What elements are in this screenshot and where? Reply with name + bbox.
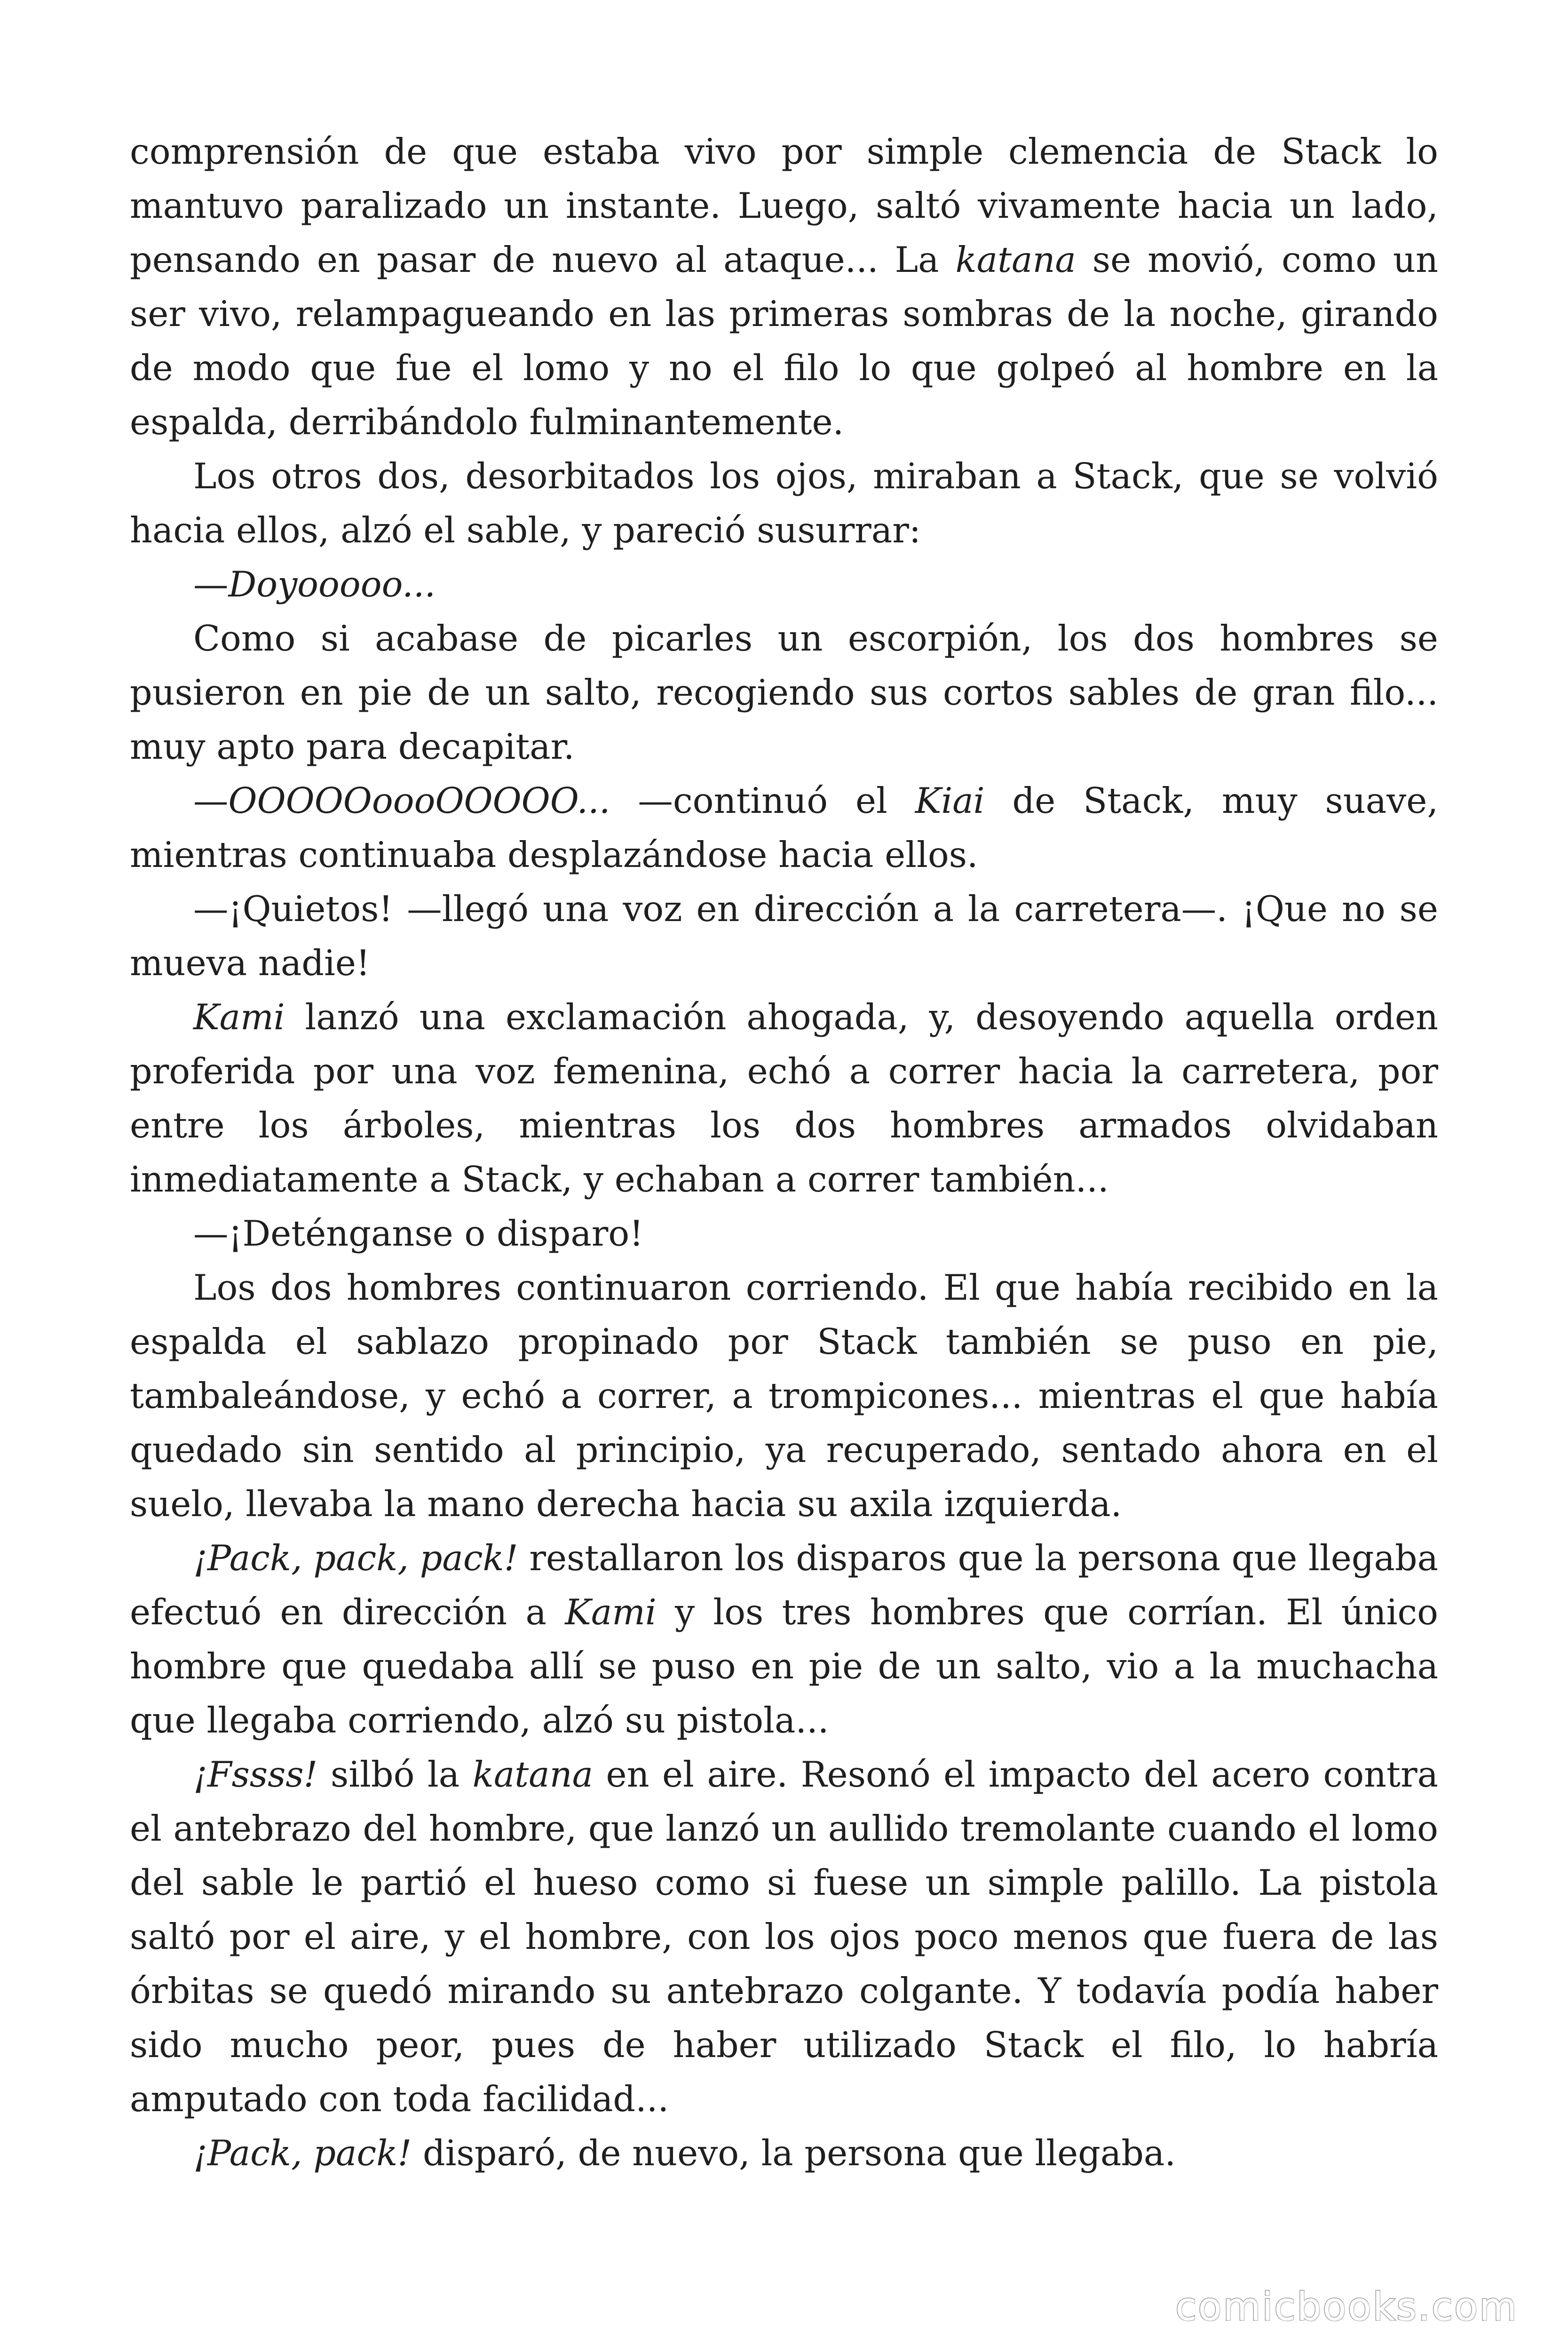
text-run: se movió, como un ser vivo, relampagueando en las primeras sombras de la noche, girando de modo que fue el lomo y no el filo lo que golpeó al hombre en la espalda, derribándolo fulminantemente.	[130, 239, 1438, 443]
paragraph	[130, 882, 1438, 990]
italic-run: Kami	[565, 1592, 657, 1633]
paragraph	[130, 1748, 1438, 2126]
paragraph	[130, 2126, 1438, 2180]
text-run: —¡Quietos! —llegó una voz en dirección a la carretera—. ¡Que no se mueva nadie!	[130, 889, 1438, 984]
italic-run: katana	[472, 1754, 593, 1795]
paragraph	[130, 449, 1438, 557]
italic-run: ¡Pack, pack!	[193, 2133, 412, 2174]
text-run: y los tres hombres que corrían. El único hombre que quedaba allí se puso en pie de un salto, vio a la muchacha que llegaba corriendo, alzó su pistola...	[130, 1592, 1438, 1741]
paragraph	[130, 557, 1438, 612]
text-run: Los otros dos, desorbitados los ojos, miraban a Stack, que se volvió hacia ellos, alzó el sable, y pareció susurrar:	[130, 456, 1438, 551]
text-run: restallaron los disparos que la persona que llegaba efectuó en dirección a	[130, 1538, 1438, 1633]
paragraph	[130, 1207, 1438, 1261]
text-run: —	[193, 780, 229, 821]
paragraph	[130, 1531, 1438, 1748]
text-run: —continuó el	[610, 780, 915, 821]
text-run: en el aire. Resonó el impacto del acero contra el antebrazo del hombre, que lanzó un aullido tremolante cuando el lomo del sable le partió el hueso como si fuese un simple palillo. La pistola saltó por el aire, y el hombre, con los ojos poco menos que fuera de las órbitas se quedó mirando su antebrazo colgante. Y todavía podía haber sido mucho peor, pues de haber utilizado Stack el filo, lo habría amputado con toda facilidad...	[130, 1754, 1439, 2120]
paragraph	[130, 990, 1438, 1207]
watermark: comicbooks.com	[1175, 2285, 1518, 2329]
italic-run: Kiai	[915, 780, 985, 821]
text-run: Como si acabase de picarles un escorpión, los dos hombres se pusieron en pie de un salto, recogiendo sus cortos sables de gran filo... muy apto para decapitar.	[130, 618, 1438, 767]
italic-run: Doyooooo...	[228, 564, 436, 605]
text-run: —	[193, 564, 229, 605]
paragraph	[130, 1261, 1438, 1531]
text-run: silbó la	[317, 1754, 473, 1795]
text-run: comprensión de que estaba vivo por simple clemencia de Stack lo mantuvo paralizado un instante. Luego, saltó vivamente hacia un lado, pensando en pasar de nuevo al ataque... La	[130, 131, 1438, 280]
paragraph	[130, 774, 1438, 882]
italic-run: katana	[955, 239, 1076, 280]
italic-run: ¡Pack, pack, pack!	[193, 1538, 518, 1579]
paragraph	[130, 612, 1438, 774]
italic-run: ¡Fssss!	[193, 1754, 318, 1795]
text-run: disparó, de nuevo, la persona que llegaba.	[412, 2133, 1176, 2174]
italic-run: OOOOOoooOOOOO...	[228, 780, 610, 821]
paragraph	[130, 125, 1438, 449]
page-text	[130, 125, 1438, 2180]
italic-run: Kami	[193, 997, 285, 1038]
text-run: de Stack, muy suave, mientras continuaba desplazándose hacia ellos.	[130, 780, 1438, 875]
text-run: —¡Deténganse o disparo!	[193, 1213, 644, 1254]
text-run: Los dos hombres continuaron corriendo. El que había recibido en la espalda el sablazo propinado por Stack también se puso en pie, tambaleándose, y echó a correr, a trompicones... mientras el que había quedado sin sentido al principio, ya recuperado, sentado ahora en el suelo, llevaba la mano derecha hacia su axila izquierda.	[130, 1267, 1438, 1525]
text-run: lanzó una exclamación ahogada, y, desoyendo aquella orden proferida por una voz femenina, echó a correr hacia la carretera, por entre los árboles, mientras los dos hombres armados olvidaban inmediatamente a Stack, y echaban a correr también...	[130, 997, 1438, 1200]
